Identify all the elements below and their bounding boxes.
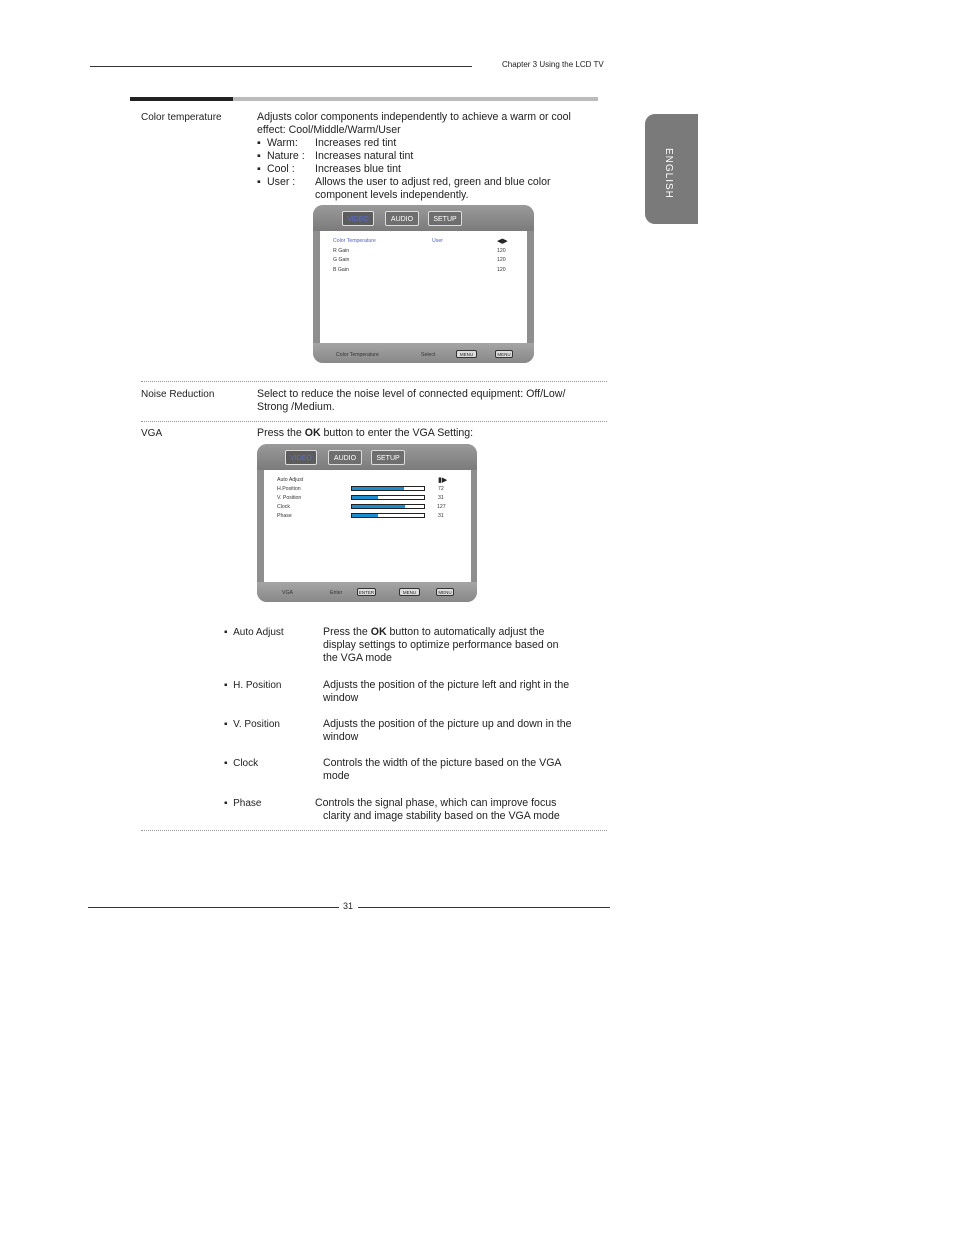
osd-row-label[interactable]: Auto Adjust <box>277 477 304 483</box>
vga-item-desc <box>323 679 593 705</box>
osd-row-value: 120 <box>497 257 506 263</box>
option-term: Warm: <box>267 137 298 149</box>
osd-screen <box>320 231 527 344</box>
language-side-tab-text: ENGLISH <box>663 148 674 199</box>
vga-item-desc-line: window <box>323 692 359 704</box>
menu-key-icon: MENU <box>495 350 513 358</box>
osd-footer-title: VGA <box>282 590 293 596</box>
option-cool <box>257 163 597 176</box>
language-side-tab <box>645 114 698 224</box>
option-desc-line1: Allows the user to adjust red, green and blue color <box>315 176 551 188</box>
osd-row-value: 72 <box>438 486 444 492</box>
osd-footer-action: Enter <box>330 590 343 596</box>
vga-item-desc-line: Controls the width of the picture based on the VGA <box>323 757 562 769</box>
phase-slider[interactable] <box>351 513 425 518</box>
osd-row-label[interactable]: Phase <box>277 513 292 519</box>
vga-item-term-text: Phase <box>233 798 262 809</box>
color-temperature-options <box>257 137 597 202</box>
option-user <box>257 176 597 202</box>
bullet: ▪ <box>257 176 261 188</box>
slider-fill <box>352 505 405 508</box>
osd-row-label[interactable]: R Gain <box>333 248 350 254</box>
section-divider <box>141 830 607 831</box>
osd-row-label[interactable]: B Gain <box>333 267 349 273</box>
enter-arrow-icon: ▮▶ <box>438 477 448 484</box>
vga-osd <box>257 444 477 602</box>
osd-row-value: User <box>432 238 443 244</box>
footer-rule-right <box>358 907 610 908</box>
page-number: 31 <box>343 901 354 911</box>
slider-fill <box>352 514 378 517</box>
h-position-slider[interactable] <box>351 486 425 491</box>
vga-item-desc <box>323 757 593 783</box>
vga-item-term: ▪ Auto Adjust <box>224 627 284 638</box>
noise-reduction-line1: Select to reduce the noise level of connected equipment: Off/Low/ <box>257 388 566 400</box>
noise-reduction-desc <box>257 388 597 414</box>
color-temperature-intro <box>257 111 597 137</box>
osd-row-label[interactable]: V. Position <box>277 495 302 501</box>
section-bar-light <box>233 97 598 101</box>
section-divider <box>141 381 607 382</box>
tab-audio[interactable]: AUDIO <box>328 450 362 465</box>
color-temperature-intro-line1: Adjusts color components independently to achieve a warm or cool <box>257 111 571 123</box>
noise-reduction-label: Noise Reduction <box>141 389 215 400</box>
vga-item-desc-line: the VGA mode <box>323 652 392 664</box>
vga-intro <box>257 427 597 440</box>
color-temperature-intro-line2: effect: Cool/Middle/Warm/User <box>257 124 401 136</box>
vga-item-desc-line: Adjusts the position of the picture left and right in the <box>323 679 570 691</box>
vga-label: VGA <box>141 428 163 439</box>
option-term: Nature : <box>267 150 305 162</box>
osd-row-value: 120 <box>497 267 506 273</box>
noise-reduction-line2: Strong /Medium. <box>257 401 335 413</box>
option-term: User : <box>267 176 296 188</box>
menu-key-icon: MENU <box>436 588 454 596</box>
osd-footer-title: Color Temperature <box>336 352 379 358</box>
section-divider <box>141 421 607 422</box>
option-desc: Increases red tint <box>315 137 397 149</box>
vga-item-desc-line: window <box>323 731 359 743</box>
option-term: Cool : <box>267 163 295 175</box>
vga-item-desc-line: Press the OK button to automatically adjust the <box>323 626 545 638</box>
osd-row-label[interactable]: G Gain <box>333 257 350 263</box>
header-rule <box>90 66 472 67</box>
vga-item-term: ▪ Phase <box>224 798 262 809</box>
vga-item-desc-line: Adjusts the position of the picture up and down in the <box>323 718 572 730</box>
vga-item-desc-line: Controls the signal phase, which can improve focus <box>315 797 557 809</box>
option-nature <box>257 150 597 163</box>
tab-audio[interactable]: AUDIO <box>385 211 419 226</box>
vga-item-term-text: Clock <box>233 758 259 769</box>
tab-setup[interactable]: SETUP <box>371 450 405 465</box>
vga-item-term: ▪ H. Position <box>224 680 282 691</box>
ok-key-text: OK <box>304 427 321 439</box>
vga-intro-suffix: button to enter the VGA Setting: <box>320 427 474 439</box>
chapter-title: Chapter 3 Using the LCD TV <box>502 60 604 69</box>
vga-item-term-text: Auto Adjust <box>233 627 284 638</box>
vga-item-term-text: H. Position <box>233 680 282 691</box>
tab-video[interactable]: VIDEO <box>285 450 317 465</box>
tab-video[interactable]: VIDEO <box>342 211 374 226</box>
menu-key-icon: MENU <box>456 350 477 358</box>
section-bar-dark <box>130 97 233 101</box>
v-position-slider[interactable] <box>351 495 425 500</box>
vga-item-term-text: V. Position <box>233 719 280 730</box>
tab-setup[interactable]: SETUP <box>428 211 462 226</box>
osd-row-label[interactable]: Clock <box>277 504 290 510</box>
osd-row-value: 120 <box>497 248 506 254</box>
option-desc: Increases blue tint <box>315 163 401 175</box>
clock-slider[interactable] <box>351 504 425 509</box>
osd-row-value: 31 <box>438 513 444 519</box>
bullet: ▪ <box>257 150 261 162</box>
vga-item-desc <box>323 626 593 665</box>
osd-row-label[interactable]: Color Temperature <box>333 238 376 244</box>
slider-fill <box>352 487 404 490</box>
slider-fill <box>352 496 378 499</box>
menu-key-icon: MENU <box>399 588 420 596</box>
vga-item-term: ▪ V. Position <box>224 719 280 730</box>
osd-row-value: 31 <box>438 495 444 501</box>
option-desc-line2: component levels independently. <box>315 189 469 201</box>
vga-item-term: ▪ Clock <box>224 758 259 769</box>
bullet: ▪ <box>257 137 261 149</box>
footer-rule-left <box>88 907 339 908</box>
bullet: ▪ <box>257 163 261 175</box>
osd-row-label[interactable]: H.Position <box>277 486 301 492</box>
vga-item-desc <box>315 797 595 823</box>
vga-item-desc-line: display settings to optimize performance based on <box>323 639 559 651</box>
color-temperature-osd <box>313 205 534 363</box>
vga-intro-prefix: Press the <box>257 427 305 439</box>
color-temperature-label: Color temperature <box>141 112 222 123</box>
osd-footer-action: Select <box>421 352 436 358</box>
ok-key-text: OK <box>370 626 387 638</box>
enter-key-icon: ENTER <box>358 590 375 595</box>
left-right-arrows-icon: ◀▶ <box>497 238 508 245</box>
option-desc <box>315 176 551 202</box>
vga-item-desc-line: clarity and image stability based on the VGA mode <box>323 810 560 822</box>
vga-item-desc-line: mode <box>323 770 350 782</box>
vga-item-desc <box>323 718 593 744</box>
option-desc: Increases natural tint <box>315 150 414 162</box>
option-warm <box>257 137 597 150</box>
osd-row-value: 127 <box>437 504 446 510</box>
